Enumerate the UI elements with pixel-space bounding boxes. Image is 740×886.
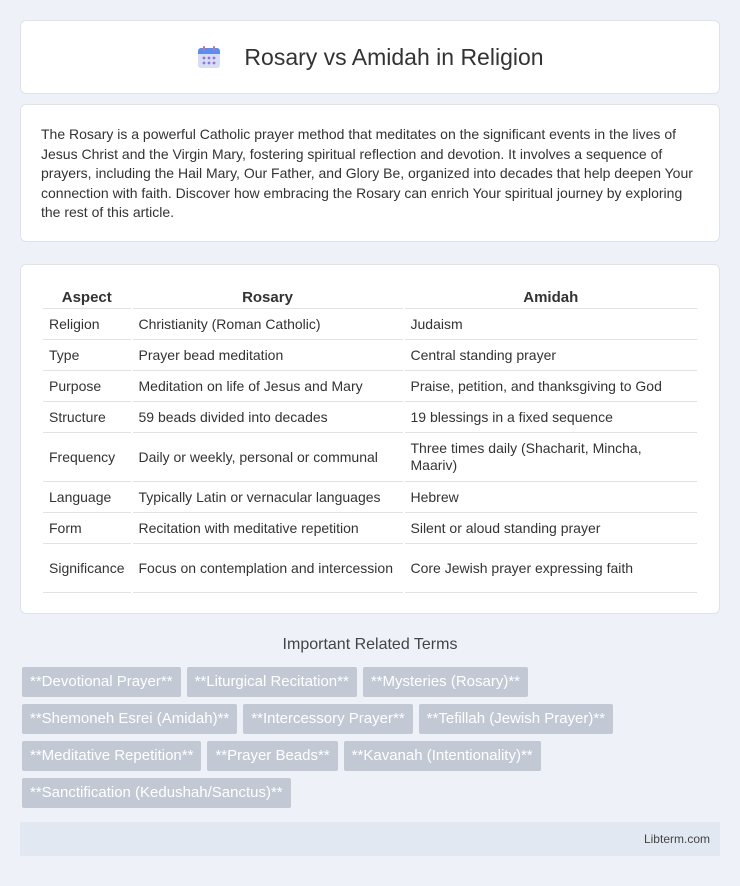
header-card bbox=[20, 20, 720, 94]
term-tag[interactable]: **Sanctification (Kedushah/Sanctus)** bbox=[22, 778, 291, 808]
cell-aspect: Structure bbox=[43, 402, 131, 433]
intro-card bbox=[20, 104, 720, 242]
cell-aspect: Purpose bbox=[43, 371, 131, 402]
table-row bbox=[43, 371, 697, 402]
footer bbox=[20, 822, 720, 856]
cell-amidah: Silent or aloud standing prayer bbox=[405, 513, 698, 544]
term-tag[interactable]: **Liturgical Recitation** bbox=[187, 667, 357, 697]
term-tag[interactable]: **Meditative Repetition** bbox=[22, 741, 201, 771]
intro-text: The Rosary is a powerful Catholic prayer method that meditates on the significant events in the lives of Jesus Christ and the Virgin Mary, fostering spiritual reflection and devotion. It involves a sequence of prayers, including the Hail Mary, Our Father, and Glory Be, organized into decades that help deepen Your connection with faith. Discover how embracing the Rosary can enrich Your spiritual journey by exploring the rest of this article. bbox=[41, 126, 693, 220]
cell-rosary: Recitation with meditative repetition bbox=[133, 513, 403, 544]
term-tag[interactable]: **Devotional Prayer** bbox=[22, 667, 181, 697]
page-title: Rosary vs Amidah in Religion bbox=[244, 43, 544, 70]
footer-site-link[interactable]: Libterm.com bbox=[643, 832, 710, 846]
cell-aspect: Type bbox=[43, 340, 131, 371]
term-tag[interactable]: **Kavanah (Intentionality)** bbox=[344, 741, 541, 771]
term-tag[interactable]: **Tefillah (Jewish Prayer)** bbox=[419, 704, 613, 734]
cell-rosary: Meditation on life of Jesus and Mary bbox=[133, 371, 403, 402]
term-tag[interactable]: **Shemoneh Esrei (Amidah)** bbox=[22, 704, 237, 734]
cell-amidah: Hebrew bbox=[405, 482, 698, 513]
cell-aspect: Significance bbox=[43, 544, 131, 593]
cell-aspect: Form bbox=[43, 513, 131, 544]
cell-amidah: Judaism bbox=[405, 309, 698, 340]
header-aspect: Aspect bbox=[43, 285, 131, 309]
table-row bbox=[43, 544, 697, 593]
related-terms-list bbox=[22, 667, 722, 815]
term-tag[interactable]: **Prayer Beads** bbox=[207, 741, 337, 771]
header-amidah: Amidah bbox=[405, 285, 698, 309]
table-row bbox=[43, 433, 697, 482]
cell-amidah: Three times daily (Shacharit, Mincha, Maariv) bbox=[405, 433, 698, 482]
header-rosary: Rosary bbox=[133, 285, 403, 309]
cell-rosary: Focus on contemplation and intercession bbox=[133, 544, 403, 593]
cell-amidah: 19 blessings in a fixed sequence bbox=[405, 402, 698, 433]
cell-amidah: Central standing prayer bbox=[405, 340, 698, 371]
table-row bbox=[43, 309, 697, 340]
calendar-icon bbox=[196, 44, 222, 70]
cell-aspect: Frequency bbox=[43, 433, 131, 482]
table-row bbox=[43, 513, 697, 544]
cell-aspect: Language bbox=[43, 482, 131, 513]
cell-aspect: Religion bbox=[43, 309, 131, 340]
term-tag[interactable]: **Intercessory Prayer** bbox=[243, 704, 412, 734]
comparison-table bbox=[41, 285, 699, 593]
cell-rosary: Typically Latin or vernacular languages bbox=[133, 482, 403, 513]
cell-rosary: Christianity (Roman Catholic) bbox=[133, 309, 403, 340]
term-tag[interactable]: **Mysteries (Rosary)** bbox=[363, 667, 528, 697]
comparison-card bbox=[20, 264, 720, 614]
cell-amidah: Praise, petition, and thanksgiving to God bbox=[405, 371, 698, 402]
table-row bbox=[43, 340, 697, 371]
table-row bbox=[43, 482, 697, 513]
cell-rosary: Daily or weekly, personal or communal bbox=[133, 433, 403, 482]
cell-rosary: 59 beads divided into decades bbox=[133, 402, 403, 433]
cell-rosary: Prayer bead meditation bbox=[133, 340, 403, 371]
table-row bbox=[43, 402, 697, 433]
cell-amidah: Core Jewish prayer expressing faith bbox=[405, 544, 698, 593]
related-terms-title: Important Related Terms bbox=[282, 636, 458, 653]
